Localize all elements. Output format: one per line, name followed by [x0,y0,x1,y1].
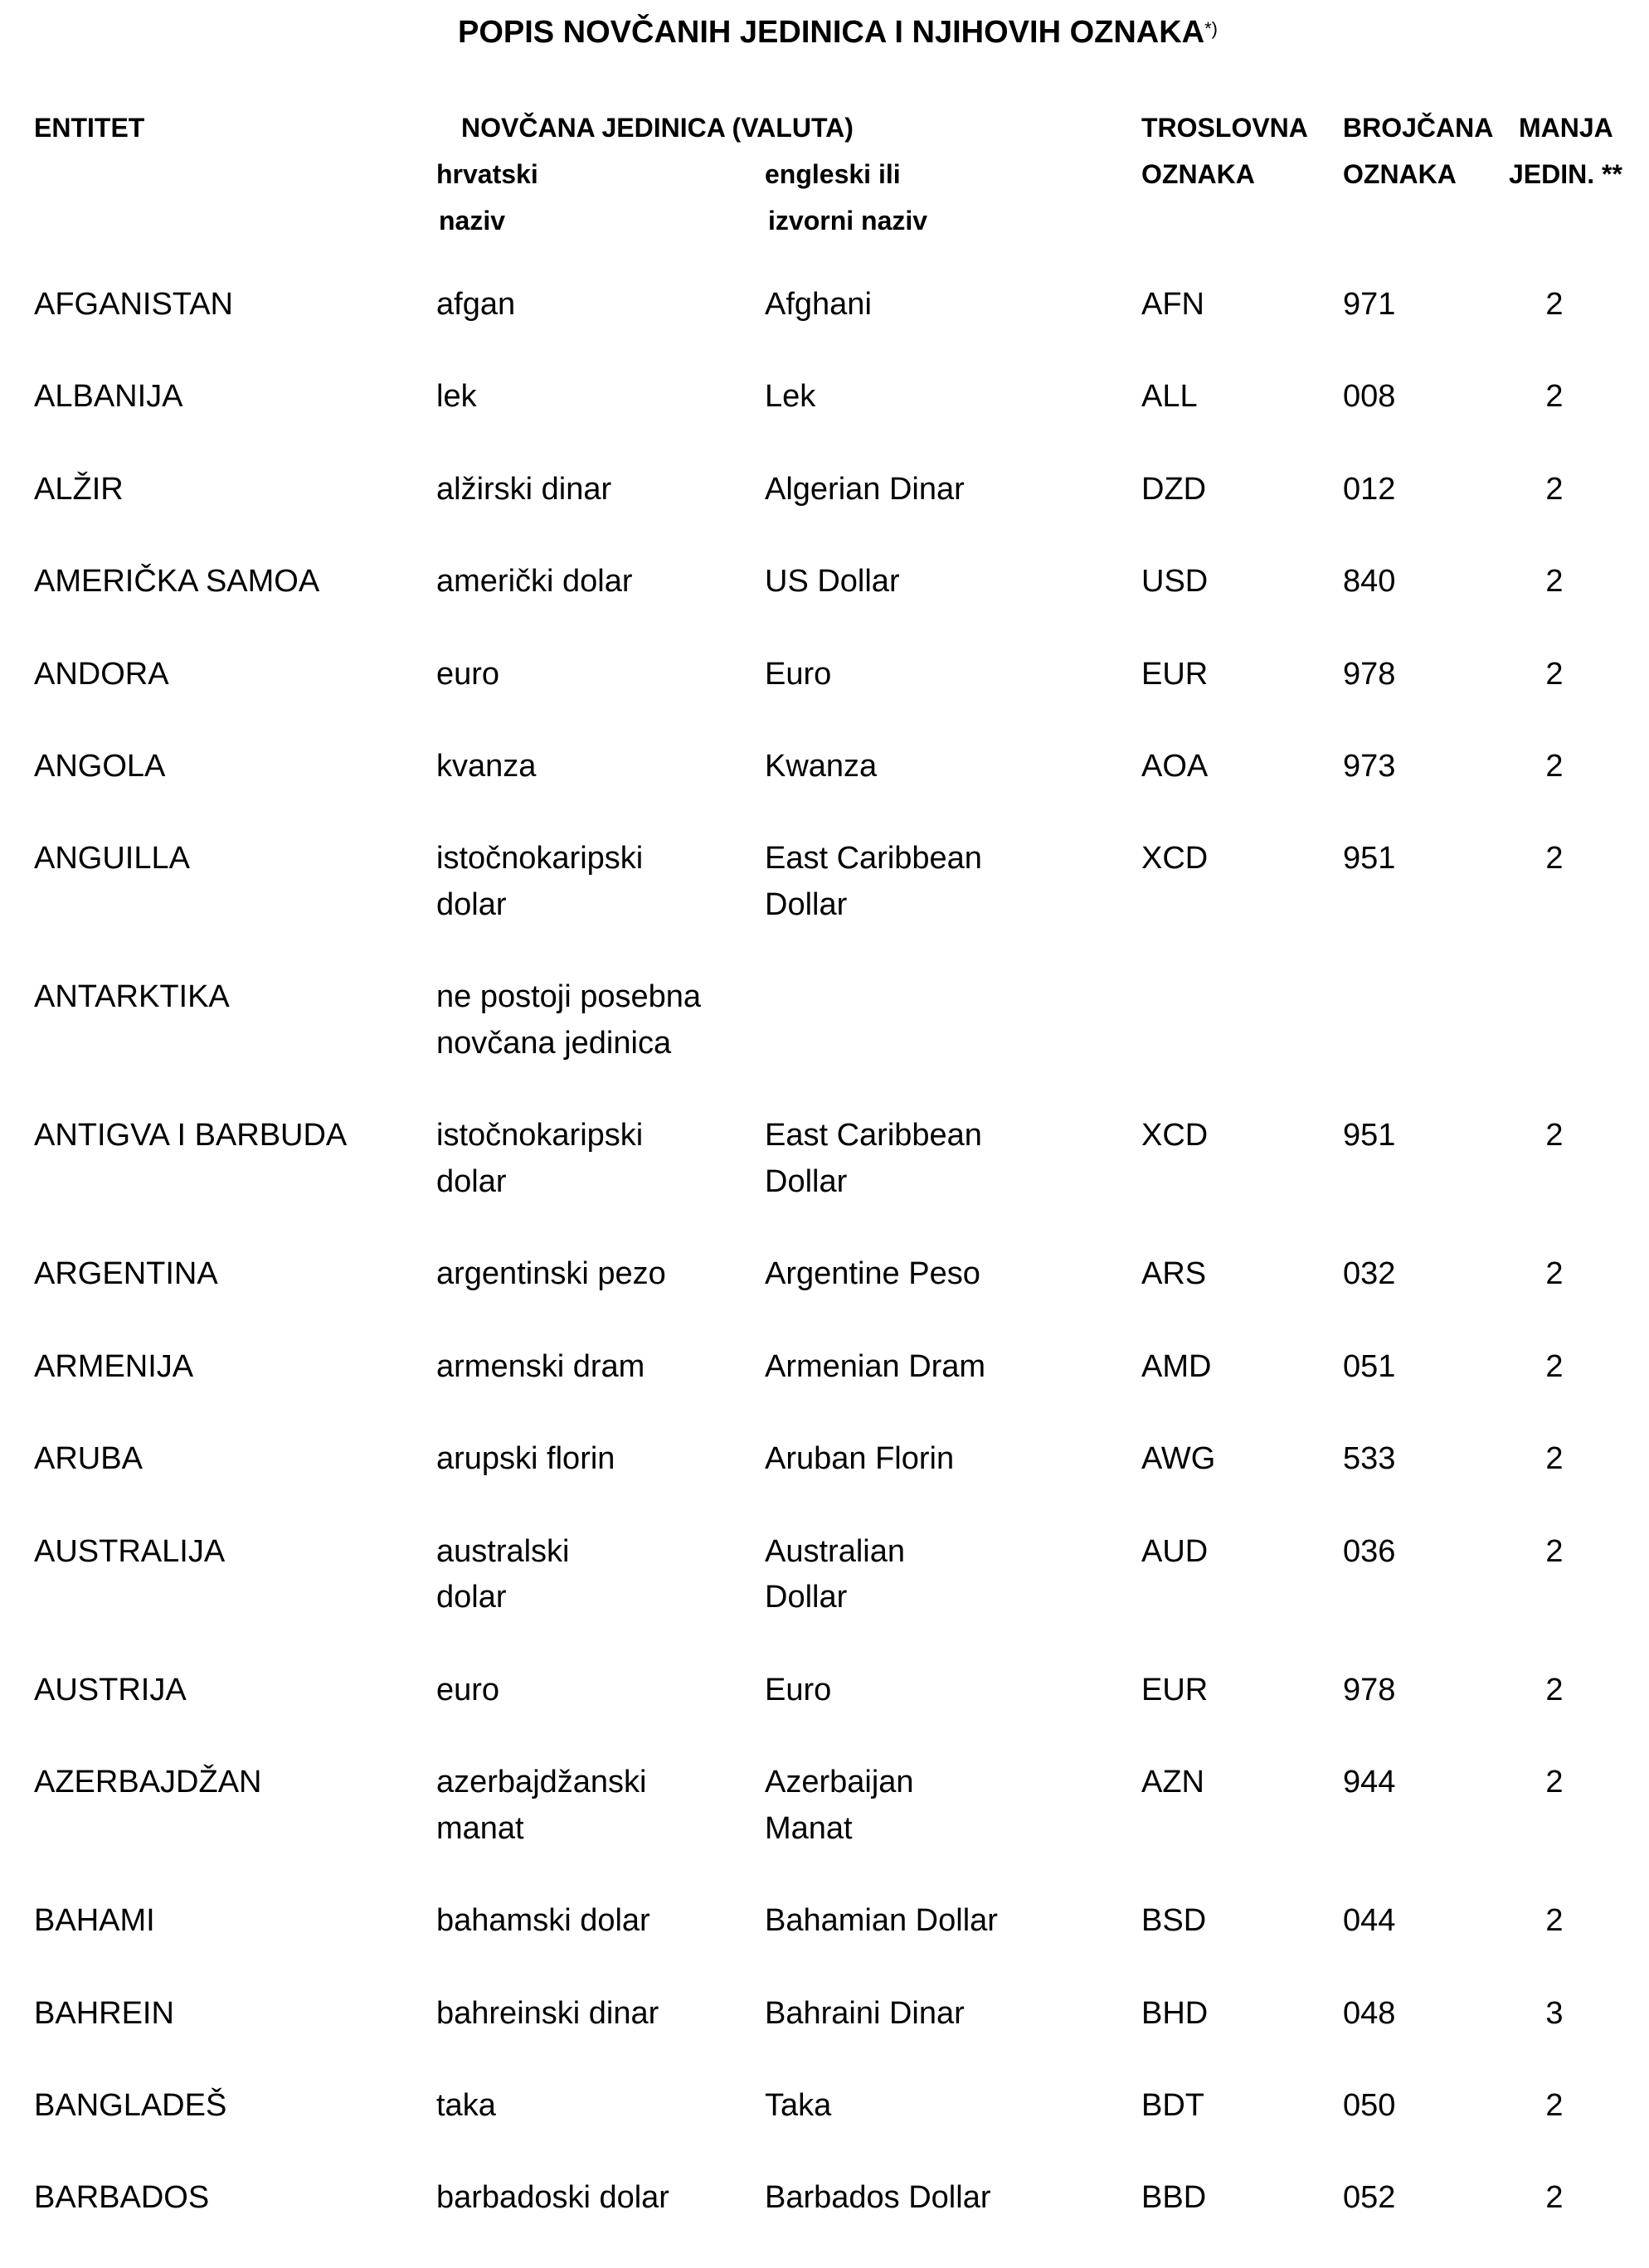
croatian-name-cell: taka [436,2087,496,2123]
table-row [0,1251,1649,1298]
table-row [0,652,1649,698]
numeric-code-cell: 973 [1343,748,1396,784]
numeric-code-cell: 533 [1343,1441,1396,1477]
header-english-1: engleski ili [765,159,901,189]
alpha-code-cell: USD [1141,564,1209,600]
english-name-cell: Aruban Florin [765,1441,955,1477]
minor-unit-cell: 2 [1545,1672,1564,1707]
croatian-name-cell: bahreinski dinar [436,1995,659,2031]
numeric-code-cell: 978 [1343,656,1396,692]
croatian-name-cell: barbadoski dolar [436,2180,669,2216]
entity-cell: ANTIGVA I BARBUDA [34,1118,348,1153]
english-name-cell: Algerian Dinar [765,471,965,507]
croatian-name-cell: američki dolar [436,564,633,600]
entity-cell: ALBANIJA [34,379,183,415]
numeric-code-cell: 032 [1343,1256,1396,1292]
header-alpha-2: OZNAKA [1141,159,1255,189]
minor-unit-cell: 2 [1545,1903,1564,1939]
alpha-code-cell: AWG [1141,1441,1216,1477]
english-name-cell: Dollar [765,886,848,922]
croatian-name-cell: australski [436,1533,570,1569]
header-numeric-1: BROJČANA [1343,113,1494,143]
minor-unit-cell: 3 [1545,1995,1564,2031]
alpha-code-cell: BHD [1141,1995,1209,2031]
table-row [0,282,1649,328]
numeric-code-cell: 036 [1343,1533,1396,1569]
entity-cell: BAHAMI [34,1903,155,1939]
croatian-name-cell: novčana jedinica [436,1026,672,1061]
english-name-cell: Euro [765,1672,832,1707]
alpha-code-cell: BBD [1141,2180,1207,2216]
entity-cell: ANTARKTIKA [34,979,230,1015]
table-row [0,559,1649,605]
croatian-name-cell: bahamski dolar [436,1903,650,1939]
minor-unit-cell: 2 [1545,379,1564,415]
entity-cell: ALŽIR [34,471,124,507]
entity-cell: AZERBAJDŽAN [34,1765,262,1800]
croatian-name-cell: azerbajdžanski [436,1765,647,1800]
numeric-code-cell: 051 [1343,1348,1396,1384]
header-entity: ENTITET [34,113,145,143]
croatian-name-cell: istočnokaripski [436,1118,644,1153]
english-name-cell: Afghani [765,287,872,322]
english-name-cell: Lek [765,379,816,415]
table-row [0,744,1649,790]
croatian-name-cell: afgan [436,287,516,322]
croatian-name-cell: dolar [436,1164,507,1200]
table-row [0,1529,1649,1621]
numeric-code-cell: 008 [1343,379,1396,415]
alpha-code-cell: AOA [1141,748,1209,784]
table-row [0,2175,1649,2222]
numeric-code-cell: 951 [1343,1118,1396,1153]
numeric-code-cell: 978 [1343,1672,1396,1707]
header-minor-1: MANJA [1519,113,1613,143]
croatian-name-cell: argentinski pezo [436,1256,666,1292]
header-numeric-2: OZNAKA [1343,159,1457,189]
croatian-name-cell: lek [436,379,477,415]
alpha-code-cell: AFN [1141,287,1204,322]
table-row [0,467,1649,513]
minor-unit-cell: 2 [1545,471,1564,507]
croatian-name-cell: euro [436,1672,500,1707]
table-row [0,1898,1649,1945]
croatian-name-cell: istočnokaripski [436,841,644,877]
minor-unit-cell: 2 [1545,656,1564,692]
header-croatian-2: naziv [439,206,506,236]
english-name-cell: US Dollar [765,564,900,600]
croatian-name-cell: euro [436,656,500,692]
numeric-code-cell: 951 [1343,841,1396,877]
numeric-code-cell: 052 [1343,2180,1396,2216]
table-row [0,1991,1649,2037]
table-row [0,374,1649,420]
english-name-cell: Dollar [765,1580,848,1615]
header-english-2: izvorni naziv [768,206,928,236]
english-name-cell: Argentine Peso [765,1256,980,1292]
english-name-cell: Armenian Dram [765,1348,986,1384]
croatian-name-cell: kvanza [436,748,537,784]
header-minor-2: JEDIN. ** [1509,159,1622,189]
alpha-code-cell: BSD [1141,1903,1207,1939]
entity-cell: ANDORA [34,656,169,692]
croatian-name-cell: arupski florin [436,1441,615,1477]
entity-cell: ANGUILLA [34,841,190,877]
header-croatian-1: hrvatski [436,159,538,189]
english-name-cell: East Caribbean [765,841,982,877]
header-alpha-1: TROSLOVNA [1141,113,1308,143]
entity-cell: ARMENIJA [34,1348,194,1384]
english-name-cell: Taka [765,2087,832,2123]
entity-cell: AUSTRALIJA [34,1533,226,1569]
alpha-code-cell: EUR [1141,1672,1209,1707]
currency-table [0,282,1649,2268]
table-row [0,1668,1649,1714]
minor-unit-cell: 2 [1545,1256,1564,1292]
minor-unit-cell: 2 [1545,1765,1564,1800]
english-name-cell: Manat [765,1810,853,1846]
english-name-cell: Azerbaijan [765,1765,914,1800]
header-currency-group: NOVČANA JEDINICA (VALUTA) [461,113,854,143]
minor-unit-cell: 2 [1545,564,1564,600]
croatian-name-cell: armenski dram [436,1348,645,1384]
entity-cell: ANGOLA [34,748,166,784]
alpha-code-cell: EUR [1141,656,1209,692]
minor-unit-cell: 2 [1545,1441,1564,1477]
minor-unit-cell: 2 [1545,1533,1564,1569]
numeric-code-cell: 048 [1343,1995,1396,2031]
minor-unit-cell: 2 [1545,1348,1564,1384]
numeric-code-cell: 944 [1343,1765,1396,1800]
entity-cell: BAHREIN [34,1995,174,2031]
table-row [0,974,1649,1066]
table-row [0,1760,1649,1852]
table-row [0,1113,1649,1205]
croatian-name-cell: dolar [436,886,507,922]
alpha-code-cell: AMD [1141,1348,1212,1384]
title-text: POPIS NOVČANIH JEDINICA I NJIHOVIH OZNAKA [457,15,1205,50]
minor-unit-cell: 2 [1545,748,1564,784]
english-name-cell: Bahraini Dinar [765,1995,965,2031]
table-row [0,2083,1649,2130]
alpha-code-cell: ARS [1141,1256,1207,1292]
english-name-cell: Kwanza [765,748,878,784]
croatian-name-cell: manat [436,1810,524,1846]
english-name-cell: Barbados Dollar [765,2180,991,2216]
alpha-code-cell: XCD [1141,1118,1209,1153]
entity-cell: AUSTRIJA [34,1672,187,1707]
minor-unit-cell: 2 [1545,2180,1564,2216]
entity-cell: ARUBA [34,1441,143,1477]
entity-cell: AMERIČKA SAMOA [34,564,320,600]
entity-cell: AFGANISTAN [34,287,233,322]
numeric-code-cell: 044 [1343,1903,1396,1939]
table-row [0,1344,1649,1391]
table-row [0,1436,1649,1483]
numeric-code-cell: 840 [1343,564,1396,600]
alpha-code-cell: AUD [1141,1533,1209,1569]
english-name-cell: Australian [765,1533,905,1569]
minor-unit-cell: 2 [1545,1118,1564,1153]
numeric-code-cell: 050 [1343,2087,1396,2123]
croatian-name-cell: ne postoji posebna [436,979,702,1015]
english-name-cell: Dollar [765,1164,848,1200]
minor-unit-cell: 2 [1545,287,1564,322]
minor-unit-cell: 2 [1545,2087,1564,2123]
alpha-code-cell: XCD [1141,841,1209,877]
title-footnote-mark: *) [1204,18,1219,39]
alpha-code-cell: AZN [1141,1765,1204,1800]
english-name-cell: East Caribbean [765,1118,982,1153]
alpha-code-cell: ALL [1141,379,1198,415]
english-name-cell: Euro [765,656,832,692]
alpha-code-cell: BDT [1141,2087,1204,2123]
table-row [0,836,1649,928]
numeric-code-cell: 971 [1343,287,1396,322]
croatian-name-cell: dolar [436,1580,507,1615]
entity-cell: ARGENTINA [34,1256,218,1292]
minor-unit-cell: 2 [1545,841,1564,877]
english-name-cell: Bahamian Dollar [765,1903,998,1939]
numeric-code-cell: 012 [1343,471,1396,507]
entity-cell: BANGLADEŠ [34,2087,227,2123]
alpha-code-cell: DZD [1141,471,1207,507]
page-title [0,12,1649,53]
croatian-name-cell: alžirski dinar [436,471,612,507]
entity-cell: BARBADOS [34,2180,210,2216]
